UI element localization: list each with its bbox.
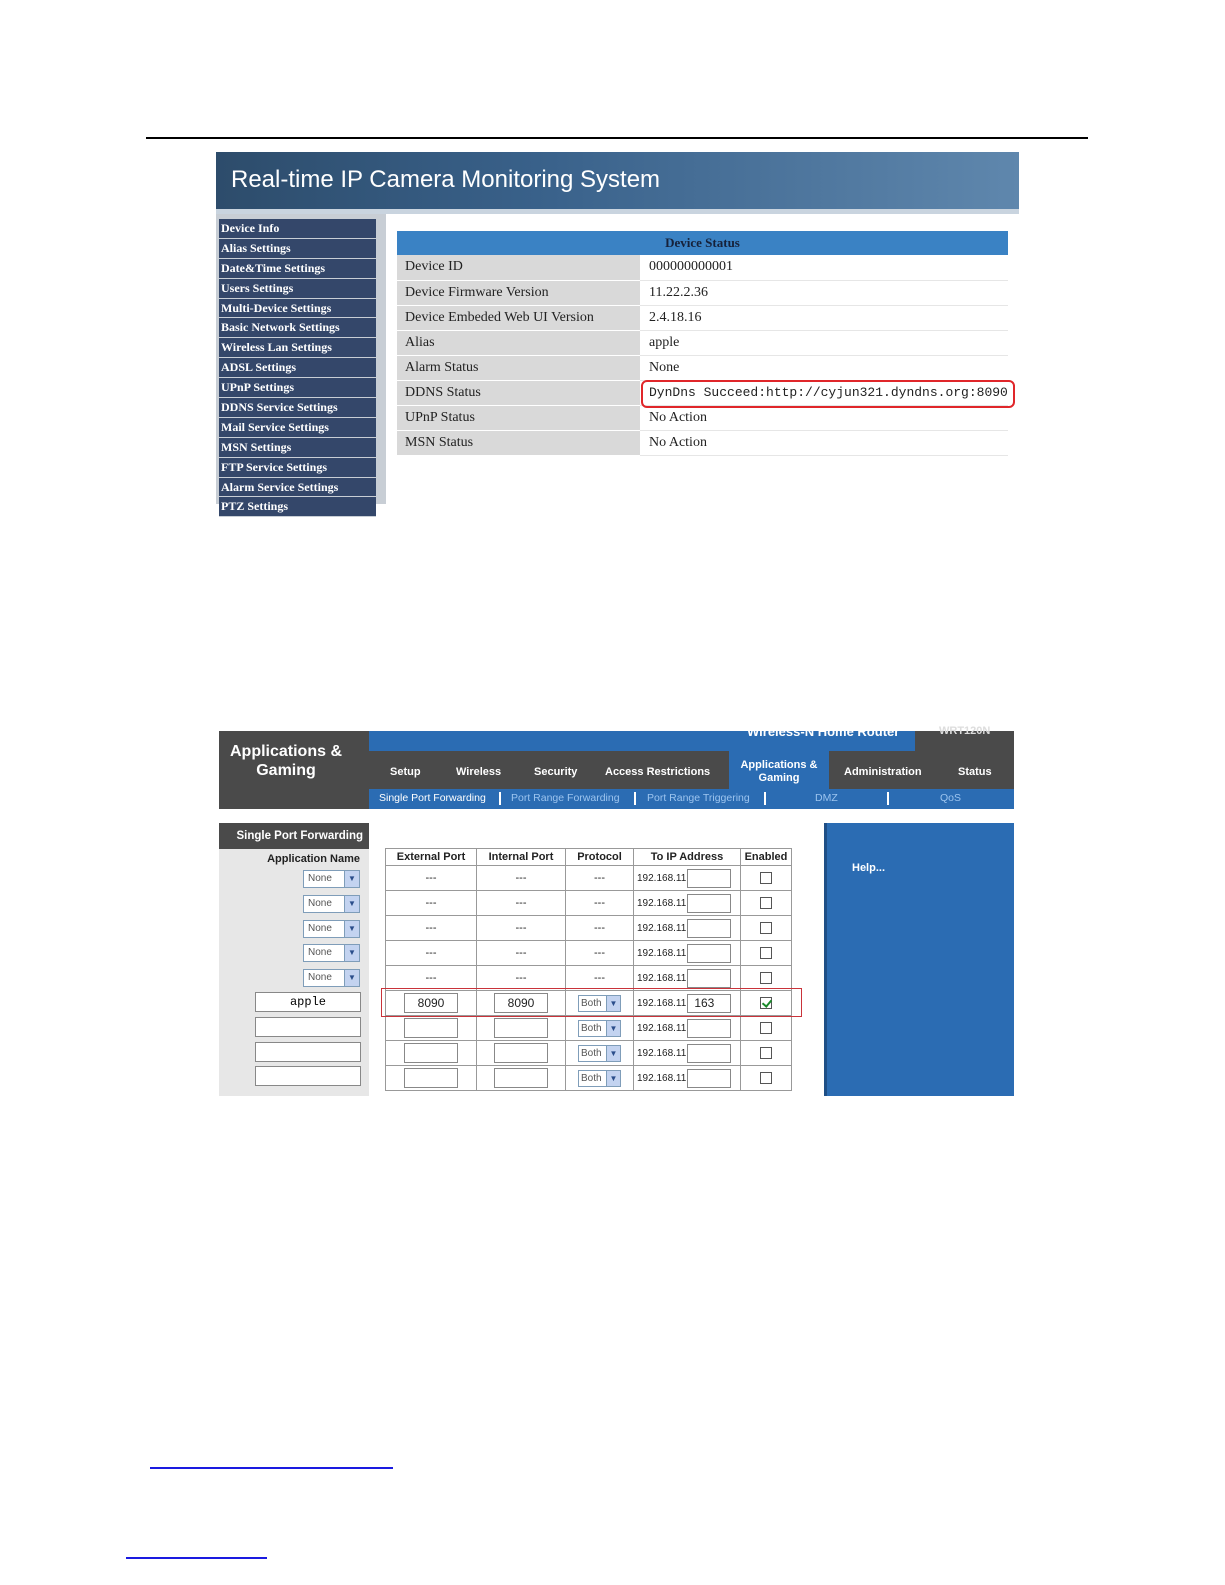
internal-port-cell: --- [477, 916, 566, 941]
camera-menu-item[interactable]: MSN Settings [219, 438, 376, 458]
camera-main [386, 214, 1019, 504]
external-port-cell: --- [386, 866, 477, 891]
chevron-down-icon: ▼ [344, 896, 359, 912]
internal-port-cell: --- [477, 891, 566, 916]
column-enabled: Enabled [741, 849, 792, 866]
protocol-cell: --- [566, 966, 634, 991]
status-row [397, 255, 1008, 280]
camera-menu-item[interactable]: Date&Time Settings [219, 259, 376, 279]
router-screenshot [219, 724, 1014, 1096]
external-port-input[interactable] [404, 1068, 458, 1088]
device-status-heading: Device Status [397, 231, 1008, 255]
table-row [386, 1041, 792, 1066]
table-row [386, 966, 792, 991]
camera-menu-item[interactable]: Alias Settings [219, 239, 376, 259]
to-ip-address-cell [634, 1016, 741, 1041]
chevron-down-icon: ▼ [344, 871, 359, 887]
camera-menu-item[interactable]: Users Settings [219, 279, 376, 299]
to-ip-address-cell [634, 966, 741, 991]
ip-prefix: 192.168.11 [637, 997, 687, 1009]
camera-menu-item[interactable]: Mail Service Settings [219, 418, 376, 438]
port-forwarding-table [385, 848, 792, 1091]
camera-menu [219, 219, 376, 517]
router-section-header [219, 731, 369, 809]
status-label: MSN Status [397, 430, 640, 455]
camera-menu-item[interactable]: DDNS Service Settings [219, 398, 376, 418]
internal-port-cell [477, 1041, 566, 1066]
external-port-input[interactable] [404, 1043, 458, 1063]
ip-last-octet-input[interactable] [687, 1069, 731, 1088]
status-value: 000000000001 [640, 255, 1008, 280]
enabled-cell [741, 1041, 792, 1066]
protocol-select-value: Both [581, 1072, 602, 1084]
status-row [397, 430, 1008, 455]
internal-port-cell: --- [477, 866, 566, 891]
protocol-cell [566, 1041, 634, 1066]
internal-port-input[interactable] [494, 1043, 548, 1063]
footer-link-rule [126, 1557, 267, 1559]
application-name-label: Application Name [267, 853, 360, 865]
table-row [386, 941, 792, 966]
table-row [386, 866, 792, 891]
camera-menu-item[interactable]: ADSL Settings [219, 358, 376, 378]
external-port-cell [386, 1066, 477, 1091]
router-model-box [915, 725, 1014, 751]
router-section-title: Applications & Gaming [229, 743, 342, 779]
application-select[interactable] [303, 870, 360, 888]
enabled-cell [741, 1066, 792, 1091]
to-ip-address-cell [634, 916, 741, 941]
application-name-input[interactable]: apple [255, 992, 361, 1012]
column-protocol: Protocol [566, 849, 634, 866]
internal-port-input[interactable] [494, 1068, 548, 1088]
protocol-select[interactable] [578, 1070, 621, 1087]
protocol-cell: --- [566, 891, 634, 916]
application-select-value: None [308, 873, 332, 884]
external-port-cell: --- [386, 941, 477, 966]
enabled-cell [741, 1016, 792, 1041]
ip-camera-screenshot [216, 152, 1019, 514]
application-name-input[interactable] [255, 1017, 361, 1037]
camera-menu-item[interactable]: PTZ Settings [219, 497, 376, 517]
router-model: WRT120N [939, 725, 991, 737]
enabled-cell [741, 941, 792, 966]
status-label: Alarm Status [397, 355, 640, 380]
page-top-rule [146, 137, 1088, 139]
enabled-checkbox[interactable] [760, 972, 772, 984]
table-row [386, 891, 792, 916]
router-main-nav [369, 751, 1014, 789]
table-row [386, 1066, 792, 1091]
internal-port-cell [477, 1016, 566, 1041]
camera-menu-item[interactable]: Basic Network Settings [219, 318, 376, 338]
ip-prefix: 192.168.11 [637, 897, 687, 909]
external-port-cell [386, 1016, 477, 1041]
to-ip-address-cell [634, 891, 741, 916]
enabled-cell [741, 916, 792, 941]
application-name-input[interactable] [255, 1066, 361, 1086]
subtab-dmz[interactable]: DMZ [815, 792, 838, 804]
status-value: No Action [640, 405, 1008, 430]
enabled-checkbox[interactable] [760, 1022, 772, 1034]
to-ip-address-cell [634, 941, 741, 966]
chevron-down-icon: ▼ [344, 945, 359, 961]
enabled-cell [741, 891, 792, 916]
status-row [397, 280, 1008, 305]
chevron-down-icon: ▼ [606, 996, 620, 1011]
ip-prefix: 192.168.11 [637, 1022, 687, 1034]
protocol-cell: --- [566, 916, 634, 941]
camera-menu-item[interactable]: Device Info [219, 219, 376, 239]
application-select[interactable] [303, 944, 360, 962]
external-port-input[interactable] [404, 1018, 458, 1038]
router-sub-nav [369, 789, 1014, 809]
protocol-cell [566, 1066, 634, 1091]
subnav-separator [634, 792, 636, 805]
internal-port-cell: --- [477, 966, 566, 991]
protocol-select[interactable] [578, 1045, 621, 1062]
protocol-select-value: Both [581, 997, 602, 1009]
status-label: Device Embeded Web UI Version [397, 305, 640, 330]
status-row [397, 330, 1008, 355]
subtab-port-range-triggering[interactable]: Port Range Triggering [647, 792, 750, 804]
column-external-port: External Port [386, 849, 477, 866]
to-ip-address-cell [634, 1066, 741, 1091]
application-select[interactable] [303, 920, 360, 938]
application-select[interactable] [303, 969, 360, 987]
tab-setup[interactable]: Setup [390, 766, 421, 778]
subtab-single-port-forwarding[interactable]: Single Port Forwarding [379, 792, 486, 804]
ip-prefix: 192.168.11 [637, 947, 687, 959]
chevron-down-icon: ▼ [606, 1046, 620, 1061]
protocol-cell: --- [566, 941, 634, 966]
status-value: 11.22.2.36 [640, 280, 1008, 305]
ip-last-octet-input[interactable] [687, 969, 731, 988]
internal-port-cell: --- [477, 941, 566, 966]
subnav-separator [887, 792, 889, 805]
status-value: 2.4.18.16 [640, 305, 1008, 330]
ip-prefix: 192.168.11 [637, 1072, 687, 1084]
application-select-value: None [308, 897, 332, 909]
router-product-name: Wireless-N Home Router [747, 724, 900, 739]
chevron-down-icon: ▼ [606, 1071, 620, 1086]
external-port-input[interactable]: 8090 [404, 993, 458, 1013]
tab-administration[interactable]: Administration [844, 766, 922, 778]
protocol-select-value: Both [581, 1022, 602, 1034]
subtab-qos[interactable]: QoS [940, 792, 962, 804]
camera-title: Real-time IP Camera Monitoring System [231, 166, 661, 193]
enabled-checkbox[interactable] [760, 922, 772, 934]
help-link[interactable]: Help... [852, 862, 886, 874]
external-port-cell: --- [386, 966, 477, 991]
tab-applications-gaming[interactable]: Applications & Gaming [729, 751, 829, 789]
enabled-checkbox[interactable] [760, 1047, 772, 1059]
subtab-port-range-forwarding[interactable]: Port Range Forwarding [511, 792, 620, 804]
internal-port-cell [477, 1066, 566, 1091]
external-port-cell [386, 1041, 477, 1066]
protocol-cell: --- [566, 866, 634, 891]
camera-menu-item[interactable]: UPnP Settings [219, 378, 376, 398]
enabled-checkbox[interactable] [760, 947, 772, 959]
ip-prefix: 192.168.11 [637, 922, 687, 934]
application-select-value: None [308, 947, 332, 959]
ip-last-octet-input[interactable] [687, 944, 731, 963]
application-select-value: None [308, 972, 332, 984]
external-port-cell: --- [386, 891, 477, 916]
table-row [386, 1016, 792, 1041]
status-value: None [640, 355, 1008, 380]
status-label: Device ID [397, 255, 640, 280]
ip-prefix: 192.168.11 [637, 872, 687, 884]
external-port-cell: --- [386, 916, 477, 941]
ip-last-octet-input[interactable] [687, 1019, 731, 1038]
tab-wireless[interactable]: Wireless [456, 766, 502, 778]
tab-access-restrictions[interactable]: Access Restrictions [605, 766, 711, 778]
table-header-row [386, 849, 792, 866]
enabled-checkbox[interactable] [760, 897, 772, 909]
to-ip-address-cell [634, 866, 741, 891]
help-panel [824, 823, 1014, 1096]
application-select[interactable] [303, 895, 360, 913]
ip-last-octet-input[interactable] [687, 919, 731, 938]
chevron-down-icon: ▼ [606, 1021, 620, 1036]
column-internal-port: Internal Port [477, 849, 566, 866]
status-value: No Action [640, 430, 1008, 455]
internal-port-input[interactable]: 8090 [494, 993, 548, 1013]
ip-last-octet-input[interactable] [687, 1044, 731, 1063]
apple-row-highlight-box [381, 988, 802, 1017]
chevron-down-icon: ▼ [344, 970, 359, 986]
status-label: Alias [397, 330, 640, 355]
enabled-cell [741, 966, 792, 991]
application-name-input[interactable] [255, 1042, 361, 1062]
camera-sidebar [216, 214, 386, 514]
subnav-separator [499, 792, 501, 805]
status-label: Device Firmware Version [397, 280, 640, 305]
ip-last-octet-input[interactable]: 163 [687, 994, 731, 1013]
application-select-value: None [308, 922, 332, 934]
footnote-link-rule [150, 1467, 393, 1469]
table-row [386, 916, 792, 941]
camera-menu-item[interactable]: FTP Service Settings [219, 458, 376, 478]
status-value: apple [640, 330, 1008, 355]
protocol-select[interactable] [578, 1020, 621, 1037]
camera-menu-item[interactable]: Alarm Service Settings [219, 478, 376, 498]
single-port-forwarding-label: Single Port Forwarding [219, 823, 369, 849]
device-status-table [397, 231, 1008, 456]
status-row [397, 355, 1008, 380]
internal-port-input[interactable] [494, 1018, 548, 1038]
tab-security[interactable]: Security [534, 766, 578, 778]
column-to-ip-address: To IP Address [634, 849, 741, 866]
protocol-select-value: Both [581, 1047, 602, 1059]
chevron-down-icon: ▼ [344, 921, 359, 937]
ddns-status-value: DynDns Succeed:http://cyjun321.dyndns.org:8090 [640, 380, 1008, 405]
camera-menu-item[interactable]: Multi-Device Settings [219, 299, 376, 319]
status-row [397, 405, 1008, 430]
ip-last-octet-input[interactable] [687, 894, 731, 913]
enabled-checkbox[interactable] [760, 872, 772, 884]
router-top-banner [369, 724, 1014, 751]
camera-header [216, 152, 1019, 209]
status-row [397, 305, 1008, 330]
enabled-checkbox[interactable] [760, 1072, 772, 1084]
ip-prefix: 192.168.11 [637, 1047, 687, 1059]
status-label: DDNS Status [397, 380, 640, 405]
protocol-cell [566, 1016, 634, 1041]
status-label: UPnP Status [397, 405, 640, 430]
tab-status[interactable]: Status [958, 766, 992, 778]
to-ip-address-cell [634, 1041, 741, 1066]
enabled-cell [741, 866, 792, 891]
ip-last-octet-input[interactable] [687, 869, 731, 888]
subnav-separator [764, 792, 766, 805]
router-spacer [219, 809, 1014, 823]
camera-menu-item[interactable]: Wireless Lan Settings [219, 338, 376, 358]
ddns-highlight-box [641, 380, 1015, 408]
ip-prefix: 192.168.11 [637, 972, 687, 984]
